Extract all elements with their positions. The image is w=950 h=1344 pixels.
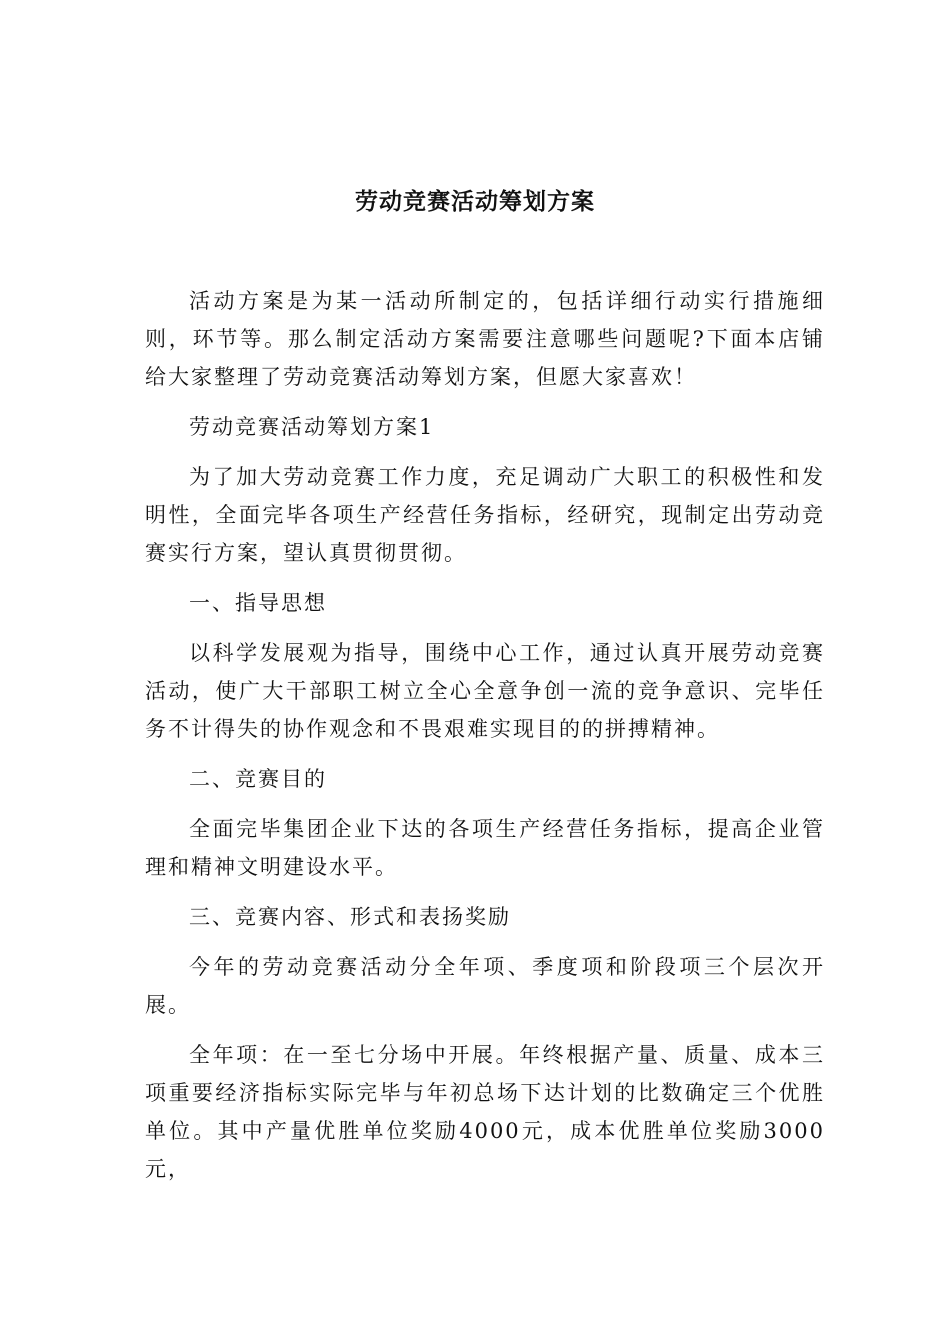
document-title: 劳动竞赛活动筹划方案 — [355, 188, 595, 215]
paragraph-competition-levels: 今年的劳动竞赛活动分全年项、季度项和阶段项三个层次开展。 — [145, 955, 825, 1017]
section-heading-guiding-ideology: 一、指导思想 — [189, 591, 327, 615]
paragraph-guiding-ideology: 以科学发展观为指导，围绕中心工作，通过认真开展劳动竞赛活动，使广大干部职工树立全心全意争创一流的竞争意识、完毕任务不计得失的协作观念和不畏艰难实现目的的拼搏精神。 — [145, 641, 825, 741]
section-heading-plan-1: 劳动竞赛活动筹划方案1 — [189, 415, 435, 439]
document-body — [145, 282, 825, 1200]
paragraph-purpose: 为了加大劳动竞赛工作力度，充足调动广大职工的积极性和发明性，全面完毕各项生产经营任务指标，经研究，现制定出劳动竞赛实行方案，望认真贯彻贯彻。 — [145, 465, 825, 565]
section-heading-competition-content: 三、竞赛内容、形式和表扬奖励 — [189, 905, 511, 929]
paragraph-competition-goal: 全面完毕集团企业下达的各项生产经营任务指标，提高企业管理和精神文明建设水平。 — [145, 817, 825, 879]
paragraph-intro: 活动方案是为某一活动所制定的，包括详细行动实行措施细则，环节等。那么制定活动方案需要注意哪些问题呢?下面本店铺给大家整理了劳动竞赛活动筹划方案，但愿大家喜欢！ — [145, 289, 825, 389]
section-heading-competition-goal: 二、竞赛目的 — [189, 767, 327, 791]
paragraph-annual-item: 全年项：在一至七分场中开展。年终根据产量、质量、成本三项重要经济指标实际完毕与年初总场下达计划的比数确定三个优胜单位。其中产量优胜单位奖励4000元，成本优胜单位奖励3000元， — [145, 1043, 825, 1181]
